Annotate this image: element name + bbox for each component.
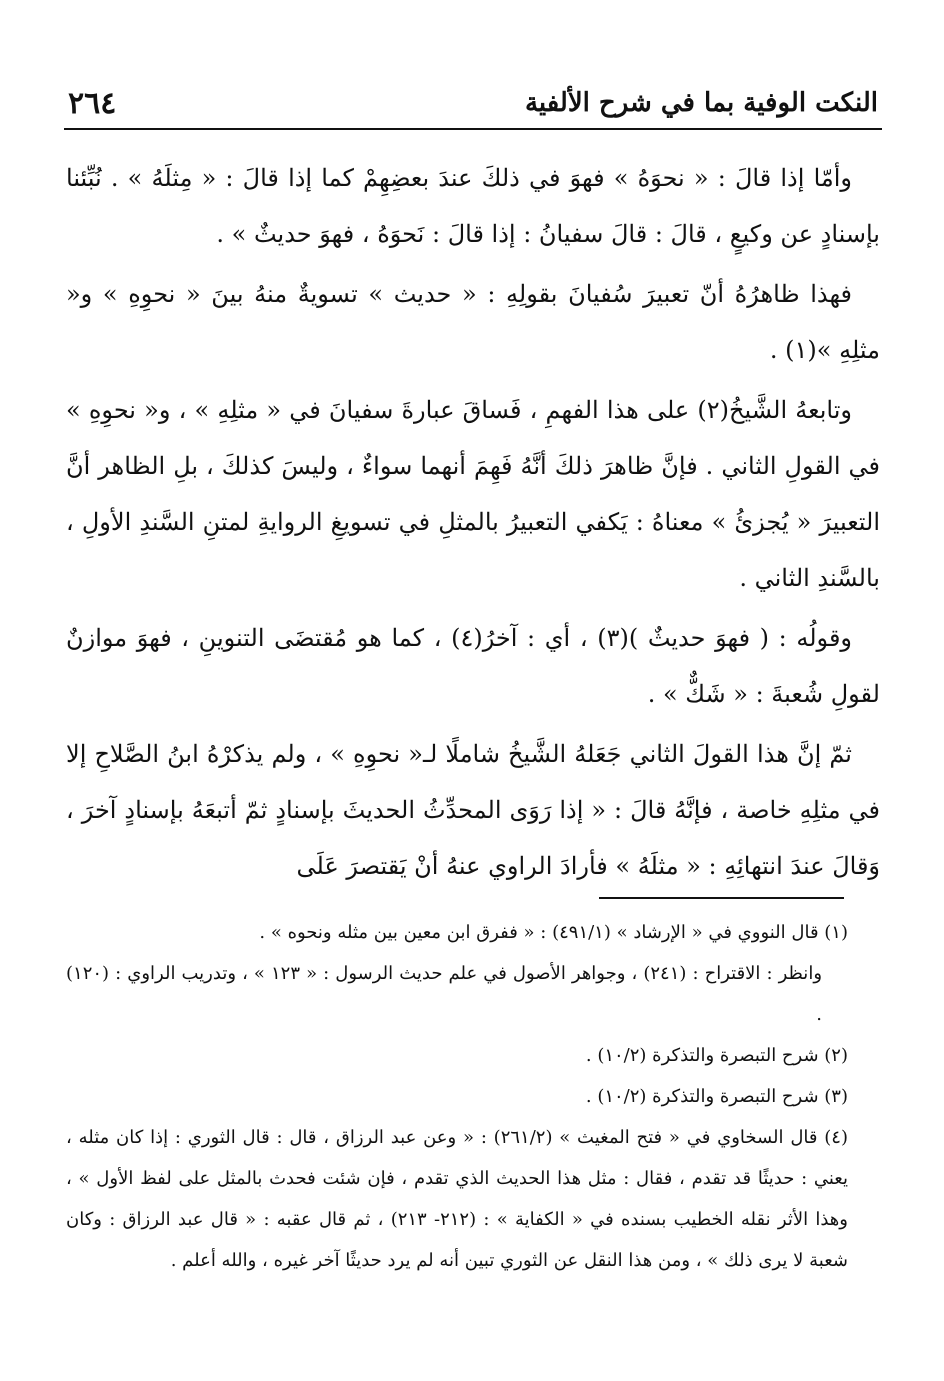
paragraph: وأمّا إذا قالَ : « نحوَهُ » فهوَ في ذلكَ عندَ بعضِهِمْ كما إذا قالَ : « مِثلَهُ » . نُبِّئنا بإسنادٍ عن وكيعٍ ، قالَ : قالَ سفيانُ : إذا قالَ : نَحوَهُ ، فهوَ حديثٌ » .	[66, 164, 880, 248]
paragraph: وقولُه : ( فهوَ حديثٌ )(٣) ، أي : آخرُ(٤) ، كما هو مُقتضَى التنوينِ ، فهوَ موازنٌ لقولِ شُعبةَ : « شَكٌّ » .	[66, 624, 880, 708]
page-header	[64, 78, 882, 130]
footnote-item: (٣) شرح التبصرة والتذكرة (١٠/٢) .	[585, 1086, 848, 1107]
running-title: النكت الوفية بما في شرح الألفية	[524, 88, 878, 118]
footnote-item: وانظر : الاقتراح : (٢٤١) ، وجواهر الأصول في علم حديث الرسول : « ١٢٣ » ، وتدريب الراوي : (١٢٠) .	[66, 963, 823, 1025]
paragraph: ثمّ إنَّ هذا القولَ الثاني جَعَلهُ الشَّيخُ شاملًا لـ« نحوِهِ » ، ولم يذكرْهُ ابنُ الصَّلاحِ إلا في مثلِهِ خاصة ، فإنَّهُ قالَ : « إذا رَوَى المحدِّثُ الحديثَ بإسنادٍ ثمّ أتبعَهُ بإسنادٍ آخرَ ، وَقالَ عندَ انتهائِهِ : « مثلَهُ » فأرادَ الراوي عنهُ أنْ يَقتصرَ عَلَى	[66, 740, 880, 880]
footnote-item: (٢) شرح التبصرة والتذكرة (١٠/٢) .	[585, 1045, 848, 1066]
main-text	[66, 150, 880, 898]
footnote-item: (١) قال النووي في « الإرشاد » (٤٩١/١) : « ففرق ابن معين بين مثله ونحوه » .	[259, 922, 848, 943]
paragraph: فهذا ظاهرُهُ أنّ تعبيرَ سُفيانَ بقولِهِ : « حديث » تسويةٌ منهُ بينَ « نحوِهِ » و« مثلِهِ »(١) .	[66, 280, 880, 364]
paragraph: وتابعهُ الشَّيخُ(٢) على هذا الفهمِ ، فَساقَ عبارةَ سفيانَ في « مثلِهِ » ، و« نحوِهِ » في القولِ الثاني . فإنَّ ظاهرَ ذلكَ أنَّهُ فَهِمَ أنهما سواءٌ ، وليسَ كذلكَ ، بلِ الظاهر أنَّ التعبيرَ « يُجزئُ » معناهُ : يَكفي التعبيرُ بالمثلِ في تسويغِ الروايةِ لمتنِ السَّندِ الأولِ ، بالسَّندِ الثاني .	[66, 396, 880, 592]
footnotes	[66, 912, 848, 1281]
footnote-separator	[599, 897, 844, 899]
footnote-item: (٤) قال السخاوي في « فتح المغيث » (٢٦١/٢) : « وعن عبد الرزاق ، قال : قال الثوري : إذا كان مثله ، يعني : حديثًا قد تقدم ، فقال : مثل هذا الحديث الذي تقدم ، فإن شئت فحدث بالمثل على لفظ الأول » ، وهذا الأثر نقله الخطيب بسنده في « الكفاية » : (٢١٢- ٢١٣) ، ثم قال عقبه : « قال عبد الرزاق : وكان شعبة لا يرى ذلك » ، ومن هذا النقل عن الثوري تبين أنه لم يرد حديثًا آخر غيره ، والله أعلم .	[66, 1127, 848, 1271]
page-number: ٢٦٤	[68, 85, 117, 121]
